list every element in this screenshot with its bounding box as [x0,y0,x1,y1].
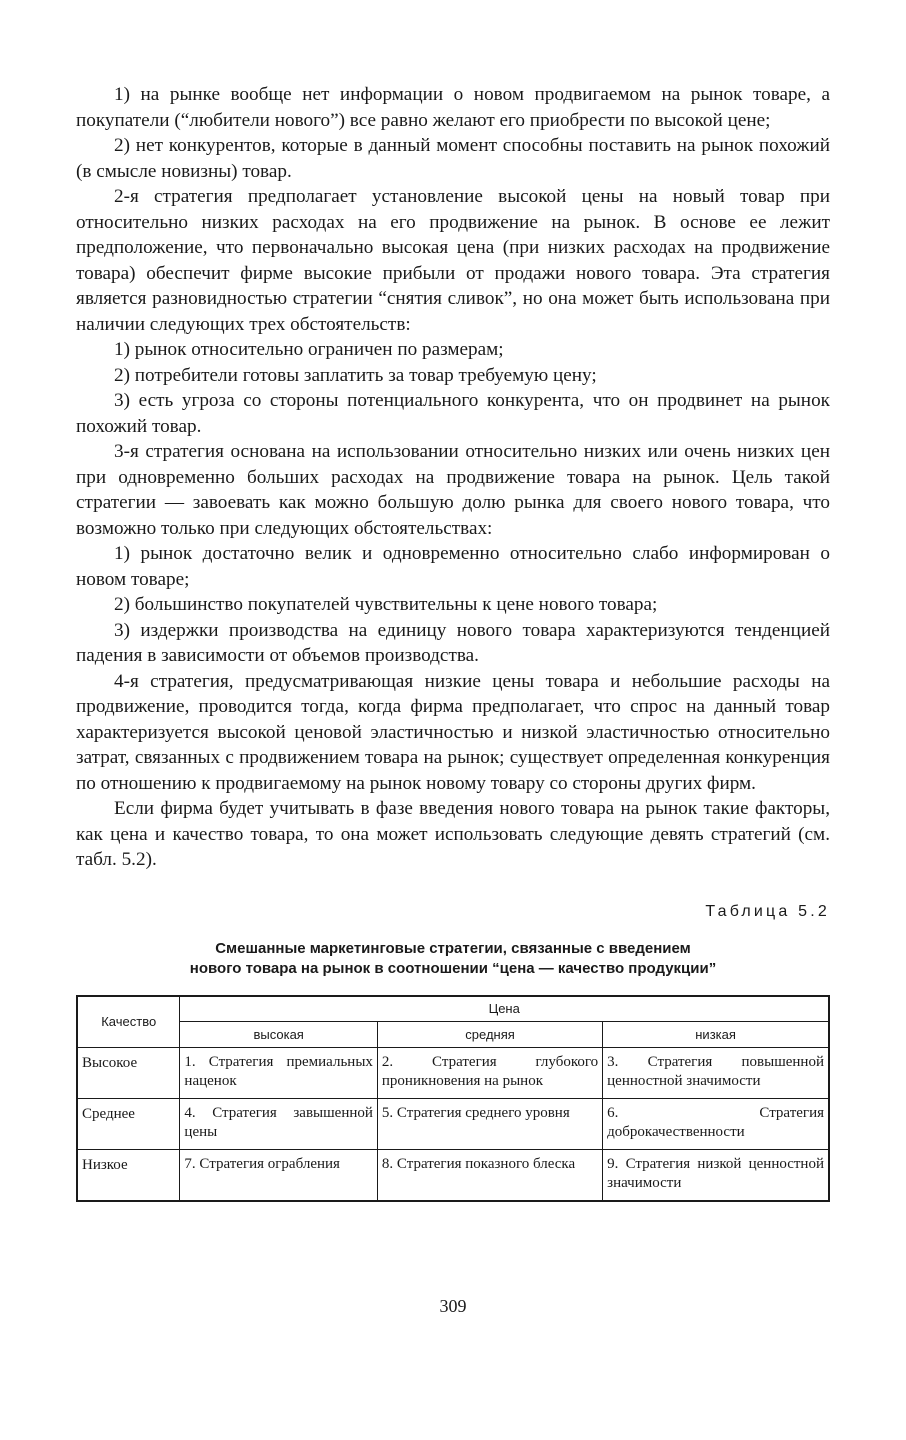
paragraph: 3) есть угроза со стороны потенциального конкурента, что он продвинет на рынок похожий товар. [76,390,830,437]
paragraph: 1) рынок относительно ограничен по размерам; [114,339,504,360]
table-row [77,1098,829,1149]
body-text [76,82,830,873]
paragraph: 3) издержки производства на единицу нового товара характеризуются тенденцией падения в зависимости от объемов производства. [76,619,830,666]
table-title [76,939,830,979]
table-cell: 3. Стратегия повышенной ценностной значимости [603,1047,829,1098]
table-cell: 7. Стратегия ограбления [180,1149,377,1201]
table-label: Таблица 5.2 [705,902,830,920]
paragraph: 2) нет конкурентов, которые в данный момент способны поставить на рынок похожий (в смысле новизны) товар. [76,135,830,182]
table-row [77,1149,829,1201]
row-quality-label: Среднее [77,1098,180,1149]
page-number: 309 [439,1296,467,1316]
table-cell: 4. Стратегия завышенной цены [180,1098,377,1149]
paragraph: 1) рынок достаточно велик и одновременно относительно слабо информирован о новом товаре; [76,543,830,590]
table-title-line: Смешанные маркетинговые стратегии, связанные с введением [215,939,691,957]
paragraph: 3-я стратегия основана на использовании относительно низких или очень низких цен при одновременно больших расходах на продвижение товара на рынок. Цель такой стратегии — завоевать как можно большую долю рынка для своего нового товара, что возможно только при следующих обстоятельствах: [76,441,830,539]
row-quality-label: Высокое [77,1047,180,1098]
table-header-row [77,996,829,1022]
table-subheader-row [77,1022,829,1048]
paragraph: 4-я стратегия, предусматривающая низкие цены товара и небольшие расходы на продвижение, проводится тогда, когда фирма предполагает, что спрос на данный товар характеризуется высокой ценовой эластичностью и низкой эластичностью относительно затрат, связанных с продвижением товара на рынок; существует определенная конкуренция по отношению к продвигаемому на рынок новому товару со стороны других фирм. [76,670,830,794]
header-quality: Качество [77,996,180,1048]
header-price-low: низкая [603,1022,829,1048]
page-content [76,82,830,1202]
table-cell: 9. Стратегия низкой ценностной значимости [603,1149,829,1201]
header-price-mid: средняя [377,1022,602,1048]
strategy-table [76,995,830,1202]
paragraph: 2-я стратегия предполагает установление высокой цены на новый товар при относительно низких расходах на его продвижение на рынок. В основе ее лежит предположение, что первоначально высокая цена (при низких расходах на продвижение товара) обеспечит фирме высокие прибыли от продажи нового товара. Эта стратегия является разновидностью стратегии “снятия сливок”, но она может быть использована при наличии следующих трех обстоятельств: [76,186,830,335]
header-price-high: высокая [180,1022,377,1048]
paragraph: 2) большинство покупателей чувствительны к цене нового товара; [114,594,658,615]
table-cell: 1. Стратегия премиальных наценок [180,1047,377,1098]
row-quality-label: Низкое [77,1149,180,1201]
table-row [77,1047,829,1098]
table-cell: 8. Стратегия показного блеска [377,1149,602,1201]
table-cell: 2. Стратегия глубокого проникновения на рынок [377,1047,602,1098]
table-cell: 6. Стратегия доброкачественности [603,1098,829,1149]
paragraph: 1) на рынке вообще нет информации о новом продвигаемом на рынок товаре, а покупатели (“любители нового”) все равно желают его приобрести по высокой цене; [76,84,830,131]
table-cell: 5. Стратегия среднего уровня [377,1098,602,1149]
paragraph: 2) потребители готовы заплатить за товар требуемую цену; [114,364,597,386]
table-title-line: нового товара на рынок в соотношении “цена — качество продукции” [189,959,717,977]
header-price: Цена [180,996,829,1022]
paragraph: Если фирма будет учитывать в фазе введения нового товара на рынок такие факторы, как цена и качество товара, то она может использовать следующие девять стратегий (см. табл. 5.2). [76,798,830,870]
